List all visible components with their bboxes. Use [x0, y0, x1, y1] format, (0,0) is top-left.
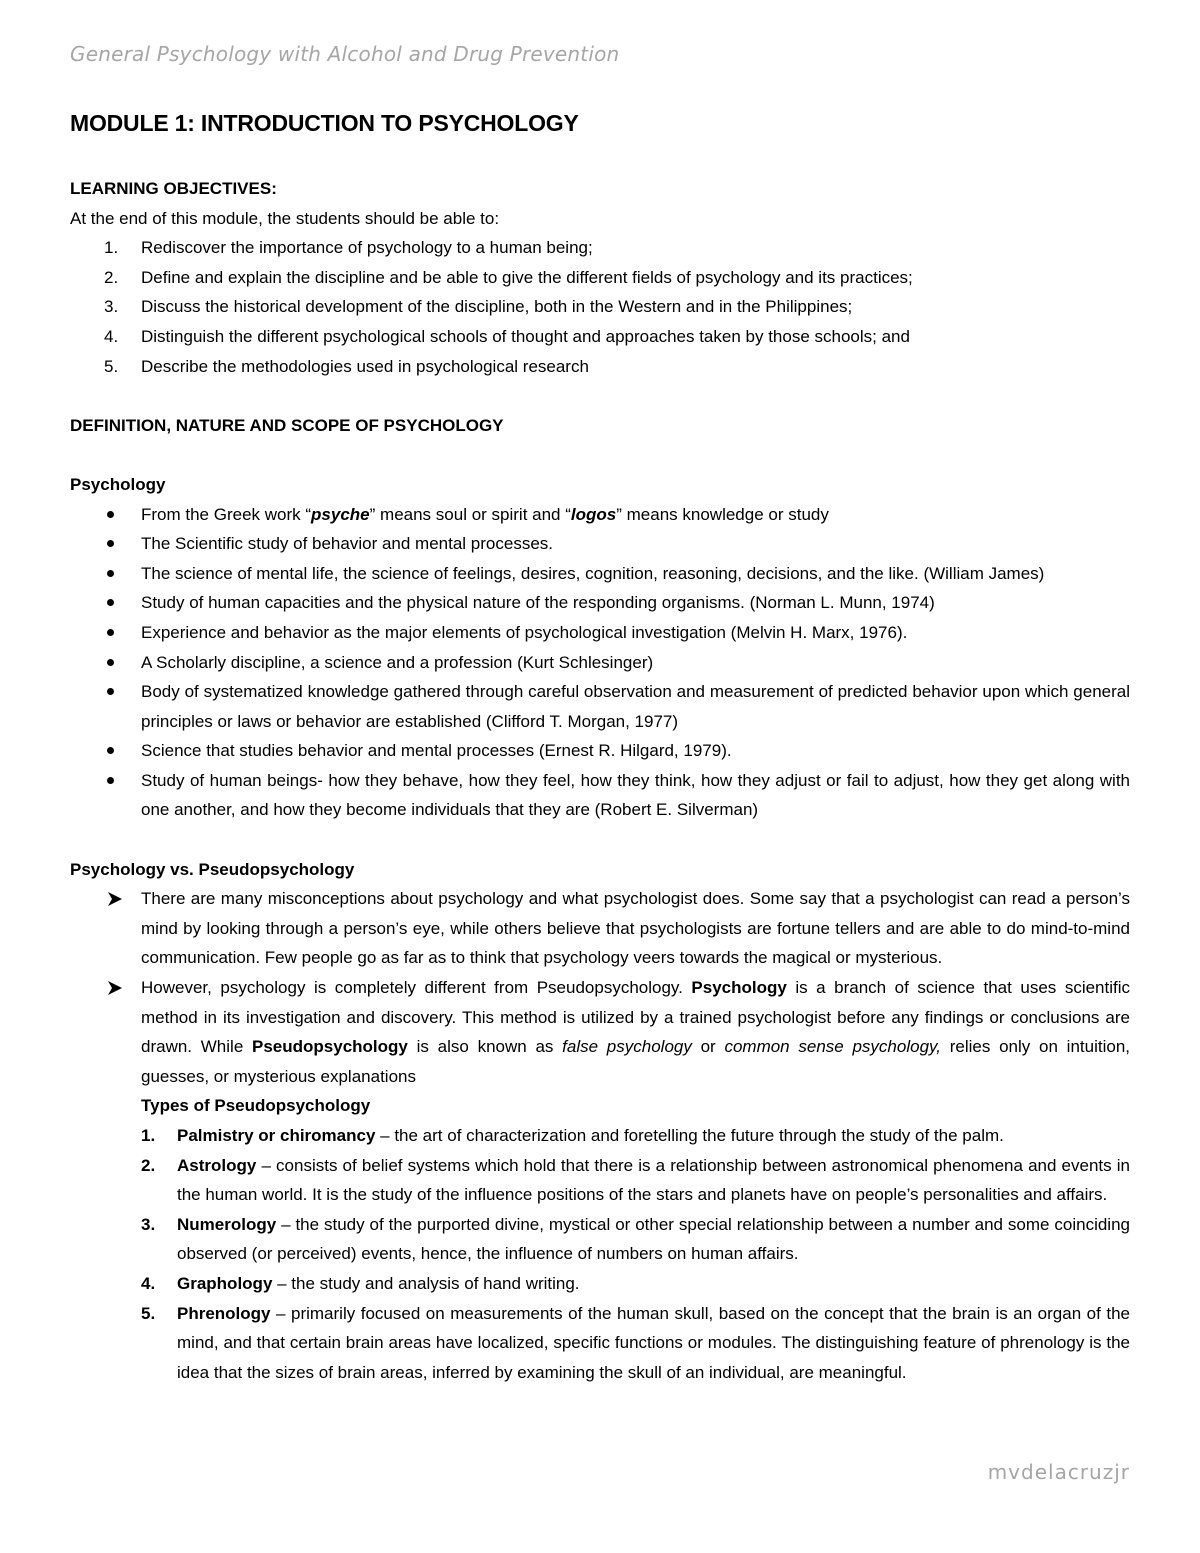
list-item	[70, 677, 1130, 736]
item-number: 2.	[141, 1155, 156, 1175]
list-item	[141, 1269, 1130, 1299]
types-list	[141, 1121, 1130, 1387]
item-text: A Scholarly discipline, a science and a profession (Kurt Schlesinger)	[141, 652, 654, 672]
item-text: Discuss the historical development of the discipline, both in the Western and in the Philippines;	[141, 297, 853, 317]
arrow-bullet-icon	[106, 979, 124, 997]
item-text: Science that studies behavior and mental processes (Ernest R. Hilgard, 1979).	[141, 741, 732, 761]
type-desc: – the study of the purported divine, mystical or other special relationship between a number and some coinciding observed (or perceived) events, hence, the influence of numbers on human affairs.	[177, 1214, 1130, 1264]
type-term: Graphology	[177, 1273, 273, 1293]
list-item: From the Greek work “psyche” means soul or spirit and “logos” means knowledge or study	[70, 500, 1130, 530]
type-term: Astrology	[177, 1155, 257, 1175]
item-text: Body of systematized knowledge gathered through careful observation and measurement of predicted behavior upon which general principles or laws or behavior are established (Clifford T. Morgan, 1977)	[141, 682, 1130, 731]
type-term: Numerology	[177, 1214, 277, 1234]
objectives-heading: LEARNING OBJECTIVES:	[70, 179, 277, 198]
list-item	[141, 1121, 1130, 1151]
item-text: There are many misconceptions about psychology and what psychologist does. Some say that a psychologist can read a person’s mind by looking through a person’s eye, while others believe that psychologists are fortune tellers and are able to do mind-to-mind communication. Few people go as far as to think that psychology veers towards the magical or mysterious.	[141, 889, 1130, 968]
item-number: 3.	[141, 1214, 156, 1234]
type-desc: – the art of characterization and foretelling the future through the study of the palm.	[375, 1126, 1004, 1145]
item-number: 3.	[104, 297, 119, 317]
type-desc: – the study and analysis of hand writing.	[272, 1273, 580, 1293]
item-number: 1.	[104, 238, 119, 258]
bullet-icon	[107, 747, 114, 754]
type-desc: – consists of belief systems which hold that there is a relationship between astronomical phenomena and events in the human world. It is the study of the influence positions of the stars and planets have on people’s personalities and affairs.	[177, 1155, 1130, 1205]
item-number: 2.	[104, 267, 119, 287]
psychology-subheading: Psychology	[70, 474, 166, 494]
item-number: 4.	[141, 1273, 156, 1293]
objectives-intro: At the end of this module, the students should be able to:	[70, 208, 500, 228]
item-text: The science of mental life, the science of feelings, desires, cognition, reasoning, decisions, and the like. (William James)	[141, 563, 1045, 583]
list-item	[70, 529, 1130, 559]
item-text: The Scientific study of behavior and mental processes.	[141, 534, 553, 554]
list-item	[70, 559, 1130, 589]
term-logos: logos	[570, 504, 617, 524]
item-text: Rediscover the importance of psychology to a human being;	[141, 238, 593, 258]
type-term: Palmistry or chiromancy	[177, 1126, 376, 1145]
item-text: Study of human beings- how they behave, how they feel, how they think, how they adjust or fail to adjust, how they get along with one another, and how they become individuals that they are (Robert E. Silverman)	[141, 770, 1130, 820]
pseudo-list	[70, 884, 1130, 1387]
list-item	[70, 648, 1130, 678]
bullet-icon	[107, 540, 114, 547]
list-item	[70, 352, 1130, 382]
bullet-icon	[107, 688, 114, 695]
page-content	[70, 108, 1130, 1387]
arrow-bullet-icon	[106, 890, 124, 908]
bullet-icon	[107, 599, 114, 606]
definition-heading: DEFINITION, NATURE AND SCOPE OF PSYCHOLOGY	[70, 415, 504, 435]
definition-list	[70, 500, 1130, 826]
module-title: MODULE 1: INTRODUCTION TO PSYCHOLOGY	[70, 110, 579, 136]
bullet-icon	[107, 777, 114, 784]
bullet-icon	[107, 511, 114, 518]
item-number: 4.	[104, 326, 119, 346]
type-term: Phrenology	[177, 1303, 271, 1323]
types-heading: Types of Pseudopsychology	[141, 1096, 371, 1116]
list-item	[70, 736, 1130, 766]
term-common-sense-psychology: common sense psychology,	[724, 1037, 941, 1057]
list-item: However, psychology is completely different from Pseudopsychology. Psychology is a branch of science that uses scientific method in its investigation and discovery. This method is utilized by a trained psychologist before any findings or conclusions are drawn. While Pseudopsychology is also known as false psychology or common sense psychology, relies only on intuition, guesses, or mysterious explanations Types of Pseudopsychology 1. Palmistry or chiromancy – the art of characterization and foretelling the future through the study of the palm. 2. Astrology – consists of belief systems which hold that there is a relationship between astronomical phenomena and events in the human world. It is the study of the influence positions of the stars and planets have on people’s personalities and affairs. 3. Numerology – the study of the purported divine, mystical or other special relationship between a number and some coinciding observed (or perceived) events, hence, the influence of numbers on human affairs. 4. Graphology – the study and analysis of hand writing. 5. Phrenology – primarily focused on measurements of the human skull, based on the concept that the brain is an organ of the mind, and that certain brain areas have localized, specific functions or modules. The distinguishing feature of phrenology is the idea that the sizes of brain areas, inferred by examining the skull of an individual, are meaningful.	[70, 973, 1130, 1387]
author-footer: mvdelacruzjr	[987, 1460, 1130, 1484]
item-text: Describe the methodologies used in psychological research	[141, 356, 589, 376]
bullet-icon	[107, 570, 114, 577]
bullet-icon	[107, 629, 114, 636]
list-item	[70, 884, 1130, 973]
item-text: Study of human capacities and the physical nature of the responding organisms. (Norman L. Munn, 1974)	[141, 593, 935, 613]
list-item	[70, 618, 1130, 648]
list-item	[70, 588, 1130, 618]
running-header: General Psychology with Alcohol and Drug Prevention	[70, 42, 620, 66]
term-psychology: Psychology	[691, 978, 787, 998]
item-text: Distinguish the different psychological schools of thought and approaches taken by those schools; and	[141, 326, 910, 346]
item-number: 5.	[104, 356, 119, 376]
list-item	[70, 322, 1130, 352]
item-text: Define and explain the discipline and be able to give the different fields of psychology and its practices;	[141, 267, 913, 287]
item-number: 1.	[141, 1126, 156, 1145]
list-item	[141, 1210, 1130, 1269]
term-psyche: psyche	[311, 504, 370, 524]
bullet-icon	[107, 659, 114, 666]
list-item	[141, 1299, 1130, 1388]
type-desc: – primarily focused on measurements of the human skull, based on the concept that the brain is an organ of the mind, and that certain brain areas have localized, specific functions or modules. The distinguishing feature of phrenology is the idea that the sizes of brain areas, inferred by examining the skull of an individual, are meaningful.	[177, 1303, 1130, 1382]
list-item	[70, 292, 1130, 322]
item-number: 5.	[141, 1303, 156, 1323]
list-item	[70, 766, 1130, 825]
objectives-list	[70, 233, 1130, 381]
item-text: Experience and behavior as the major elements of psychological investigation (Melvin H. Marx, 1976).	[141, 622, 908, 642]
pseudo-heading: Psychology vs. Pseudopsychology	[70, 859, 355, 879]
list-item	[141, 1151, 1130, 1210]
list-item	[70, 263, 1130, 293]
list-item	[70, 233, 1130, 263]
term-pseudopsychology: Pseudopsychology	[252, 1037, 408, 1057]
term-false-psychology: false psychology	[562, 1037, 692, 1057]
